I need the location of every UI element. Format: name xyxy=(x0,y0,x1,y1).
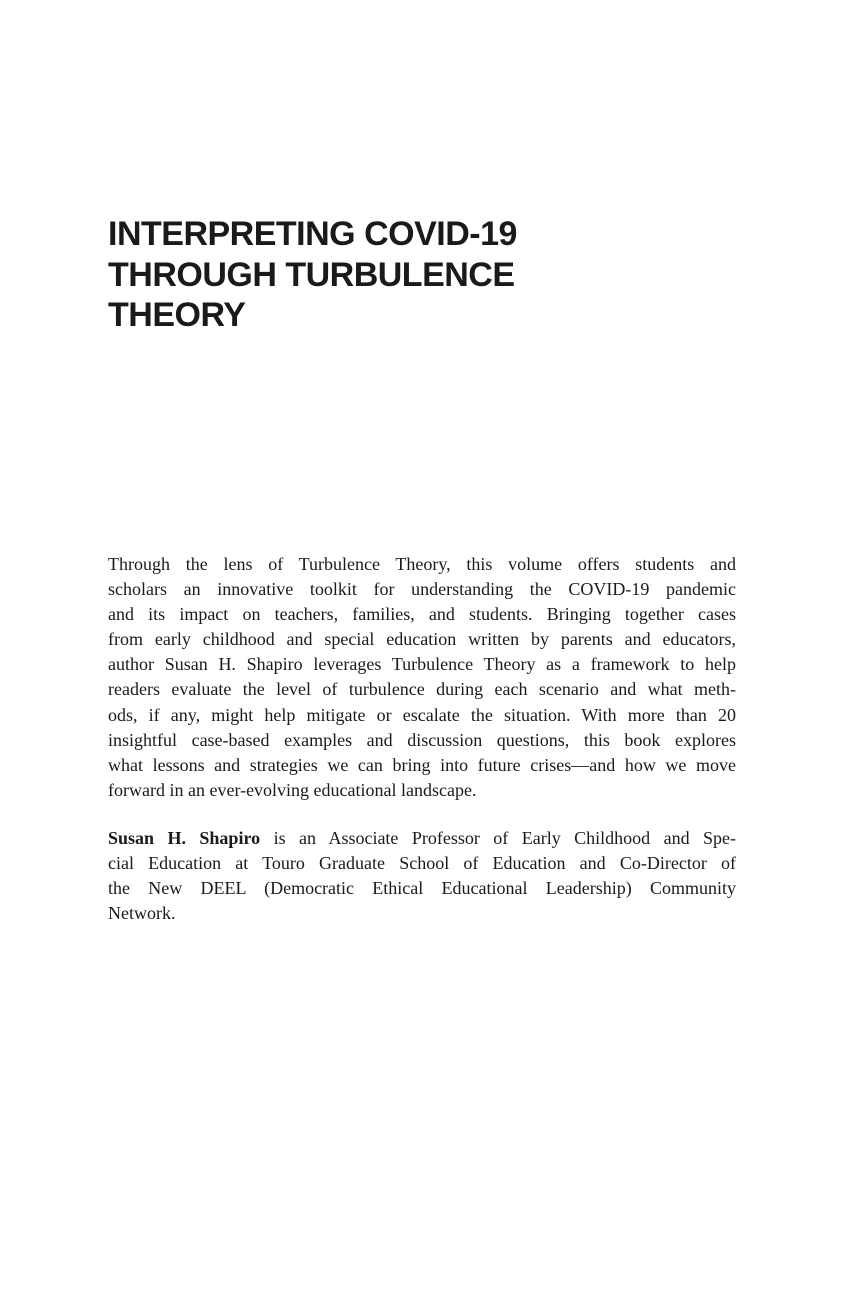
bio-line xyxy=(108,826,736,851)
author-name: Susan H. Shapiro xyxy=(108,828,261,848)
title-line: THROUGH TURBULENCE xyxy=(108,255,515,294)
description-line: ods, if any, might help mitigate or escalate the situation. With more than 20 xyxy=(108,704,736,725)
description-line: from early childhood and special education written by parents and educators, xyxy=(108,629,736,650)
bio-line: the New DEEL (Democratic Ethical Educational Leadership) Community xyxy=(108,878,736,899)
bio-line-text: is an Associate Professor of Early Childhood and Spe- xyxy=(260,828,736,848)
bio-line: Network. xyxy=(108,903,176,924)
description-line: what lessons and strategies we can bring into future crises—and how we move xyxy=(108,754,736,775)
description-line: forward in an ever-evolving educational landscape. xyxy=(108,779,477,800)
author-bio xyxy=(108,826,736,926)
title-line: THEORY xyxy=(108,296,246,334)
description-line: author Susan H. Shapiro leverages Turbulence Theory as a framework to help xyxy=(108,654,736,675)
description-line: Through the lens of Turbulence Theory, this volume offers students and xyxy=(108,554,736,574)
description-line: readers evaluate the level of turbulence during each scenario and what meth- xyxy=(108,679,736,700)
description-line: insightful case-based examples and discussion questions, this book explores xyxy=(108,729,736,750)
description-line: scholars an innovative toolkit for understanding the COVID-19 pandemic xyxy=(108,579,736,600)
title-line: INTERPRETING COVID-19 xyxy=(108,215,517,253)
bio-line: cial Education at Touro Graduate School of Education and Co-Director of xyxy=(108,853,736,874)
description-line: and its impact on teachers, families, and students. Bringing together cases xyxy=(108,604,736,625)
book-description xyxy=(108,552,736,803)
book-title xyxy=(108,214,668,336)
